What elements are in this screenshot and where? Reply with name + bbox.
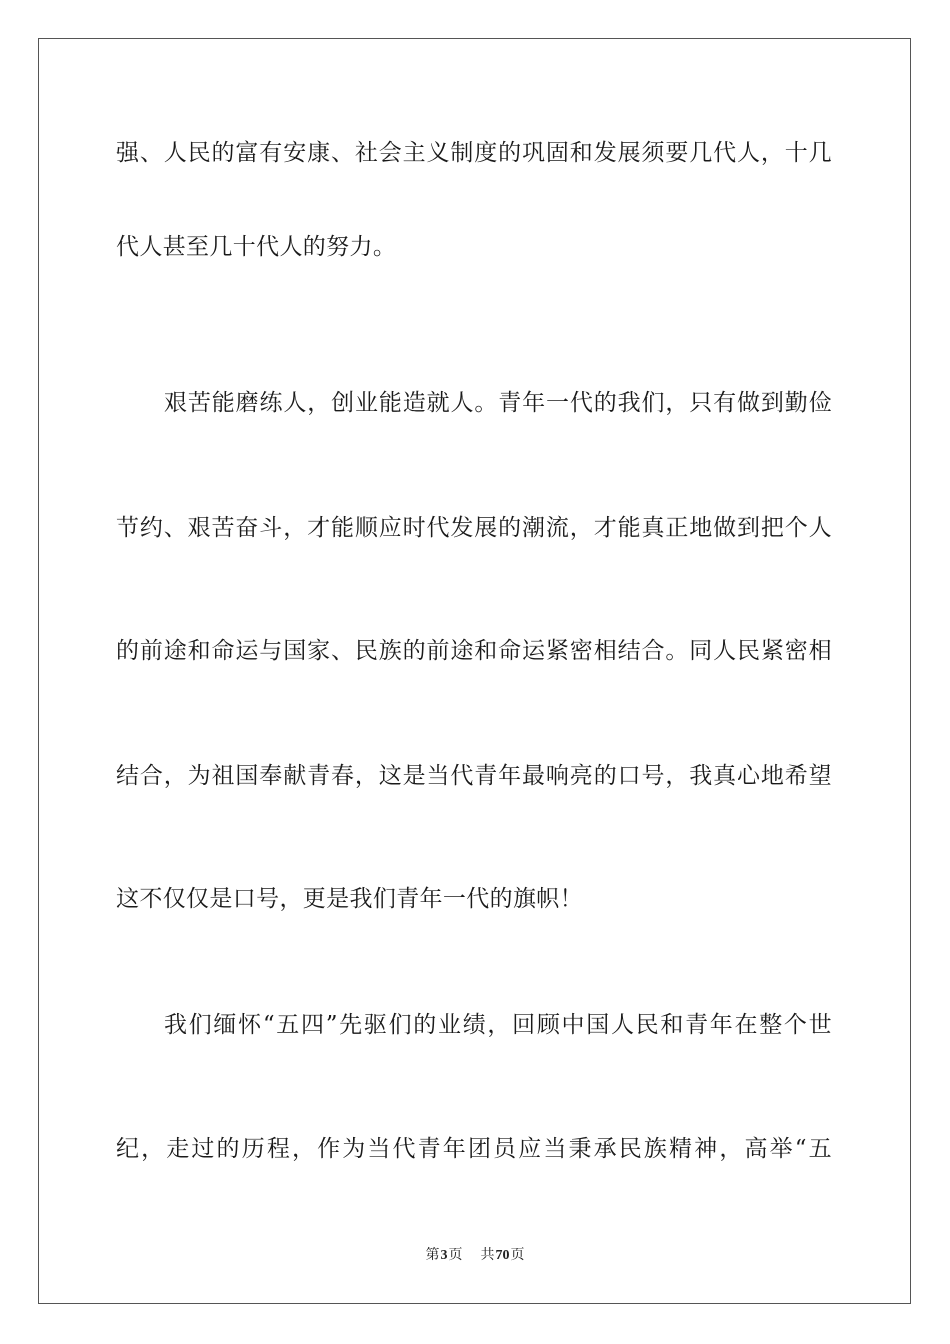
page-border <box>38 38 911 1304</box>
text-line: 节约、艰苦奋斗，才能顺应时代发展的潮流，才能真正地做到把个人 <box>116 515 832 541</box>
text-line: 纪，走过的历程，作为当代青年团员应当秉承民族精神，高举“五 <box>116 1136 832 1162</box>
page-number: 3 <box>440 1248 448 1263</box>
text-line: 代人甚至几十代人的努力。 <box>116 234 397 260</box>
text-line: 我们缅怀“五四”先驱们的业绩，回顾中国人民和青年在整个世 <box>164 1012 832 1038</box>
page-footer <box>0 1246 950 1265</box>
total-suffix: 页 <box>510 1247 525 1263</box>
text-line: 的前途和命运与国家、民族的前途和命运紧密相结合。同人民紧密相 <box>116 638 832 664</box>
page-prefix: 第 <box>425 1247 440 1263</box>
page-suffix: 页 <box>448 1247 463 1263</box>
total-pages: 70 <box>495 1248 510 1263</box>
text-line: 这不仅仅是口号，更是我们青年一代的旗帜！ <box>116 886 583 912</box>
text-line: 结合，为祖国奉献青春，这是当代青年最响亮的口号，我真心地希望 <box>116 763 832 789</box>
text-line: 艰苦能磨练人，创业能造就人。青年一代的我们，只有做到勤俭 <box>164 390 832 416</box>
text-line: 强、人民的富有安康、社会主义制度的巩固和发展须要几代人，十几 <box>116 140 832 166</box>
total-prefix: 共 <box>480 1247 495 1263</box>
